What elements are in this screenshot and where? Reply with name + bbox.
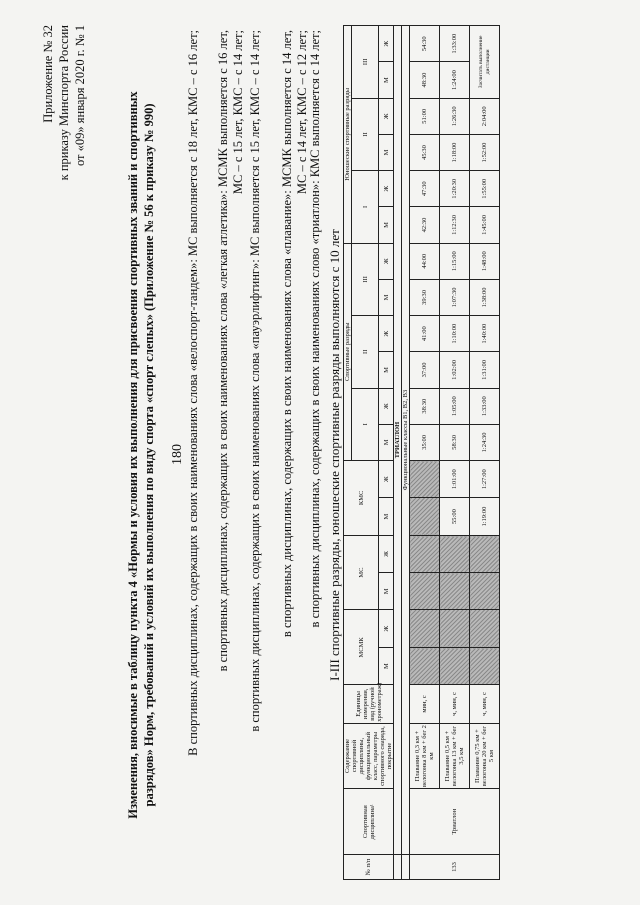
section-title: ТРИАТЛОН bbox=[394, 26, 402, 855]
header-gender-m: М bbox=[379, 207, 394, 243]
row-number: 133 bbox=[410, 855, 500, 880]
value-cell: 48:30 bbox=[410, 62, 440, 98]
shaded-cell bbox=[440, 647, 470, 684]
paragraph-athletics bbox=[216, 30, 246, 880]
header-gender-m: М bbox=[379, 573, 394, 610]
header-gender-zh: Ж bbox=[379, 461, 394, 498]
row-content: Плавание 0,5 км + велогонка 13 км + бег 3,5 км bbox=[440, 723, 470, 789]
shaded-cell bbox=[410, 610, 440, 647]
row-unit: мин, с bbox=[410, 685, 440, 724]
header-gender-zh: Ж bbox=[379, 316, 394, 352]
row-unit: ч, мин, с bbox=[440, 685, 470, 724]
value-cell: 1:24:30 bbox=[470, 424, 500, 460]
value-cell: 39:30 bbox=[410, 279, 440, 315]
shaded-cell bbox=[470, 647, 500, 684]
blank-cell bbox=[402, 855, 410, 880]
value-cell: 37:00 bbox=[410, 352, 440, 388]
header-unit: Единицы измерения, вид (ручной хронометраж) bbox=[344, 685, 394, 724]
row-discipline: Триатлон bbox=[410, 789, 500, 855]
value-cell: 1:31:00 bbox=[470, 352, 500, 388]
shaded-cell bbox=[410, 573, 440, 610]
header-youth-III: III bbox=[352, 26, 379, 99]
paragraph-line: МС – с 14 лет, КМС – с 12 лет; bbox=[295, 30, 309, 195]
shaded-cell bbox=[410, 461, 440, 498]
header-kms: КМС bbox=[344, 461, 379, 536]
header-gender-zh: Ж bbox=[379, 243, 394, 279]
paragraph-line: в спортивных дисциплинах, содержащих в своих наименованиях слова «легкая атлетика»: МСМК выполняется с 16 лет, bbox=[216, 30, 230, 672]
value-cell: 1:05:00 bbox=[440, 388, 470, 424]
value-cell: 1:33:00 bbox=[470, 388, 500, 424]
header-gender-zh: Ж bbox=[379, 535, 394, 572]
heading-line: Изменения, вносимые в таблицу пункта 4 «Нормы и условия их выполнения для присвоения спортивных званий и спортивных bbox=[126, 91, 140, 819]
youth-III-note: Засчитать выполнение дистанции bbox=[470, 26, 500, 99]
value-cell: 44:00 bbox=[410, 243, 440, 279]
value-cell: 1:38:00 bbox=[470, 279, 500, 315]
value-cell: 47:30 bbox=[410, 171, 440, 207]
header-msmk: МСМК bbox=[344, 610, 379, 685]
value-cell: 1:10:00 bbox=[440, 316, 470, 352]
value-cell: 1:19:00 bbox=[470, 498, 500, 535]
blank-cell bbox=[394, 855, 402, 880]
value-cell: 1:48:00 bbox=[470, 243, 500, 279]
header-gender-m: М bbox=[379, 279, 394, 315]
paragraph-cycling: В спортивных дисциплинах, содержащих в своих наименованиях слова «велоспорт-тандем»: МС выполняется с 18 лет, КМС – с 16 лет; bbox=[186, 30, 200, 756]
shaded-cell bbox=[440, 535, 470, 572]
value-cell: 51:00 bbox=[410, 98, 440, 134]
shaded-cell bbox=[410, 647, 440, 684]
shaded-cell bbox=[410, 535, 440, 572]
value-cell: 1:55:00 bbox=[470, 171, 500, 207]
paragraph-triathlon: в спортивных дисциплинах, содержащих в своих наименованиях слово «триатлон»: КМС выполняется с 14 лет; bbox=[308, 30, 322, 628]
paragraph-line: МС – с 15 лет, КМС – с 14 лет; bbox=[231, 30, 245, 195]
value-cell: 1:40:00 bbox=[470, 316, 500, 352]
header-gender-zh: Ж bbox=[379, 26, 394, 62]
norms-table bbox=[343, 25, 500, 880]
appendix-line: от «09» января 2020 г. № 1 bbox=[73, 25, 87, 167]
appendix-line: Приложение № 32 bbox=[41, 25, 55, 123]
ranks-subheading: I-III спортивные разряды, юношеские спортивные разряды выполняются с 10 лет bbox=[327, 229, 342, 681]
header-youth-ranks: Юношеские спортивные разряды bbox=[344, 26, 352, 244]
heading-line: разрядов» Норм, требований и условий их выполнения по виду спорта «спорт слепых» (Приложение № 56 к приказу № 990) bbox=[142, 103, 156, 807]
document-heading bbox=[125, 30, 157, 880]
value-cell: 58:30 bbox=[440, 424, 470, 460]
header-youth-II: II bbox=[352, 98, 379, 170]
appendix-line: к приказу Минспорта России bbox=[57, 25, 71, 181]
value-cell: 1:33:00 bbox=[440, 26, 470, 62]
value-cell: 54:30 bbox=[410, 26, 440, 62]
header-content: Содержание спортивной дисциплины, функциональный класс, параметры спортивного снаряда, покрытие bbox=[344, 723, 394, 789]
value-cell: 1:27:00 bbox=[470, 461, 500, 498]
shaded-cell bbox=[470, 573, 500, 610]
shaded-cell bbox=[470, 610, 500, 647]
shaded-cell bbox=[440, 610, 470, 647]
header-gender-zh: Ж bbox=[379, 388, 394, 424]
header-rank-III: III bbox=[352, 243, 379, 315]
row-content: Плавание 0,75 км + велогонка 20 км + бег 5 км bbox=[470, 723, 500, 789]
header-sport-ranks: Спортивные разряды bbox=[344, 243, 352, 460]
header-gender-m: М bbox=[379, 62, 394, 98]
value-cell: 1:45:00 bbox=[470, 207, 500, 243]
shaded-cell bbox=[470, 535, 500, 572]
header-youth-I: I bbox=[352, 171, 379, 243]
header-gender-zh: Ж bbox=[379, 98, 394, 134]
value-cell: 2:04:00 bbox=[470, 98, 500, 134]
value-cell: 1:26:30 bbox=[440, 98, 470, 134]
row-unit: ч, мин, с bbox=[470, 685, 500, 724]
value-cell: 1:01:00 bbox=[440, 461, 470, 498]
value-cell: 1:24:00 bbox=[440, 62, 470, 98]
header-gender-m: М bbox=[379, 424, 394, 460]
appendix-block bbox=[40, 25, 88, 325]
page-number: 180 bbox=[170, 444, 185, 465]
value-cell: 42:30 bbox=[410, 207, 440, 243]
header-gender-zh: Ж bbox=[379, 171, 394, 207]
value-cell: 1:20:30 bbox=[440, 171, 470, 207]
row-content: Плавание 0,3 км + велогонка 8 км + бег 2 км bbox=[410, 723, 440, 789]
value-cell: 41:00 bbox=[410, 316, 440, 352]
header-number: № п/п bbox=[344, 855, 394, 880]
header-gender-m: М bbox=[379, 647, 394, 684]
header-ms: МС bbox=[344, 535, 379, 610]
value-cell: 1:18:00 bbox=[440, 134, 470, 170]
value-cell: 1:07:30 bbox=[440, 279, 470, 315]
value-cell: 45:30 bbox=[410, 134, 440, 170]
header-gender-m: М bbox=[379, 498, 394, 535]
value-cell: 1:52:00 bbox=[470, 134, 500, 170]
paragraph-line: в спортивных дисциплинах, содержащих в своих наименованиях слова «плавание»: МСМК выполняется с 14 лет, bbox=[280, 30, 294, 638]
paragraph-powerlifting: в спортивных дисциплинах, содержащих в своих наименованиях слова «пауэрлифтинг»: МС выполняется с 15 лет, КМС – с 14 лет; bbox=[248, 30, 262, 732]
shaded-cell bbox=[440, 573, 470, 610]
header-gender-zh: Ж bbox=[379, 610, 394, 647]
value-cell: 35:00 bbox=[410, 424, 440, 460]
value-cell: 38:30 bbox=[410, 388, 440, 424]
value-cell: 55:00 bbox=[440, 498, 470, 535]
shaded-cell bbox=[410, 498, 440, 535]
header-rank-II: II bbox=[352, 316, 379, 388]
header-discipline: Спортивная дисциплина¹ bbox=[344, 789, 394, 855]
header-gender-m: М bbox=[379, 352, 394, 388]
value-cell: 1:02:00 bbox=[440, 352, 470, 388]
header-rank-I: I bbox=[352, 388, 379, 460]
header-gender-m: М bbox=[379, 134, 394, 170]
class-title: Функциональные классы B1, B2, B3 bbox=[402, 26, 410, 855]
value-cell: 1:15:00 bbox=[440, 243, 470, 279]
value-cell: 1:12:30 bbox=[440, 207, 470, 243]
paragraph-swimming bbox=[280, 30, 310, 880]
